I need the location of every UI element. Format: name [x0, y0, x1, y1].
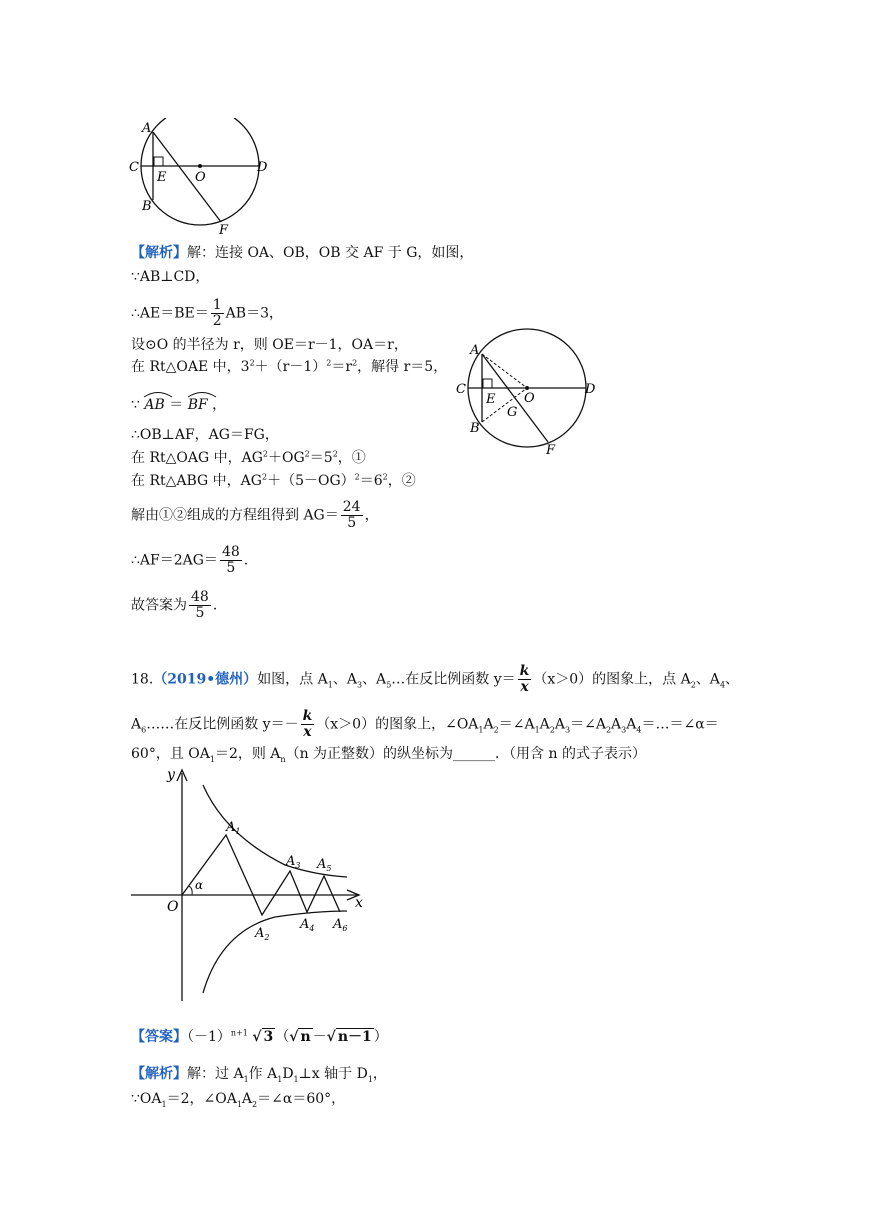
- sol17-line8: 在 Rt△OAG 中，$AG^2+OG^2=5^2$，①: [131, 449, 366, 466]
- label-O: O: [524, 391, 535, 406]
- q18-line1: 18.（2019•德州）如图，点 $A_1$、$A_3$、$A_5\dots$在反比例函数 y＝ $\frac{k}{x}$ （x＞0）的图象上，点 $A_2$、$A_4$、: [131, 663, 740, 695]
- label-B: B: [470, 421, 480, 436]
- sol17-line5: 在 Rt△OAE 中，$3^2+(r-1)^2=r^2$，解得 r＝5，: [131, 358, 448, 375]
- label-D: D: [257, 160, 268, 175]
- label-A5: $A_5$: [317, 857, 332, 873]
- sol17-line11: ∴AF＝2AG＝ $\frac{48}{5}$ .: [131, 544, 249, 576]
- label-D: D: [585, 382, 596, 397]
- q18-line2: $A_6\dots\dots$在反比例函数 y＝－ $\frac{k}{x}$ （x＞0）的图象上，$\angle OA_1A_2=\angle A_1A_2A_3=\angle A_2A_3A_4=\dots=\angle\alpha=$: [131, 708, 719, 740]
- figure-circle-2: [452, 326, 607, 456]
- arc-BF: BF: [188, 393, 208, 414]
- label-A1: $A_1$: [226, 820, 241, 836]
- label-A2: $A_2$: [255, 926, 270, 942]
- label-O: O: [167, 899, 179, 915]
- figure-hyperbola: [125, 765, 370, 1005]
- sol17-line6: ∵ AB ＝ BF ，: [131, 393, 226, 414]
- sol17-line3: ∴AE＝BE＝ $\frac{1}{2}$ AB＝3，: [131, 297, 283, 329]
- sol17-line12: 故答案为 $\frac{48}{5}$ .: [131, 589, 218, 621]
- arc-AB: AB: [144, 393, 164, 414]
- sol18-line2: $\because OA_1=2$，$\angle OA_1A_2=\angle\alpha=60^\circ$，: [131, 1091, 346, 1109]
- sol17-line7: ∴OB⊥AF，AG＝FG，: [131, 427, 279, 443]
- label-alpha: α: [195, 878, 204, 892]
- sol17-line9: 在 Rt△ABG 中，$AG^2+(5-OG)^2=6^2$，②: [131, 472, 416, 489]
- label-A: A: [470, 343, 480, 358]
- label-x: x: [355, 895, 363, 911]
- sol17-line10: 解由①②组成的方程组得到 AG＝ $\frac{24}{5}$ ，: [131, 499, 379, 531]
- ans18-line: 【答案】$(-1)^{n+1}$ √ 3 （√ n －√ n－1 ）: [131, 1028, 388, 1045]
- sol17-line2: ∵AB⊥CD，: [131, 269, 210, 285]
- label-y: y: [167, 767, 175, 783]
- label-E: E: [157, 170, 167, 185]
- label-A4: $A_4$: [300, 917, 315, 933]
- label-B: B: [142, 199, 152, 214]
- label-O: O: [195, 170, 206, 185]
- sol17-line4: 设⊙O 的半径为 r，则 OE＝r－1，OA＝r，: [131, 337, 408, 353]
- label-C: C: [129, 160, 139, 175]
- figure-circle-1: [125, 118, 275, 238]
- label-A6: $A_6$: [333, 917, 348, 933]
- sol18-line1: 【解析】解：过 $A_1$作 $A_1D_1\perp x$ 轴于 $D_1$，: [131, 1066, 387, 1084]
- sqrt-n-minus-1: √ n－1: [326, 1029, 372, 1045]
- label-F: F: [546, 443, 556, 456]
- sqrt-3: √ 3: [252, 1029, 274, 1045]
- label-C: C: [456, 382, 466, 397]
- label-E: E: [486, 392, 496, 407]
- label-A: A: [142, 121, 152, 136]
- label-G: G: [507, 405, 518, 420]
- q18-line3: 60°，且 $OA_1=2$，则 $A_n(n$ 为正整数）的纵坐标为______．（用含 n 的式子表示）: [131, 746, 646, 764]
- label-A3: $A_3$: [286, 854, 301, 870]
- sol17-line1: 【解析】解：连接 OA、OB，OB 交 AF 于 G，如图，: [131, 245, 474, 261]
- label-F: F: [219, 223, 229, 238]
- sqrt-n: √ n: [289, 1029, 311, 1045]
